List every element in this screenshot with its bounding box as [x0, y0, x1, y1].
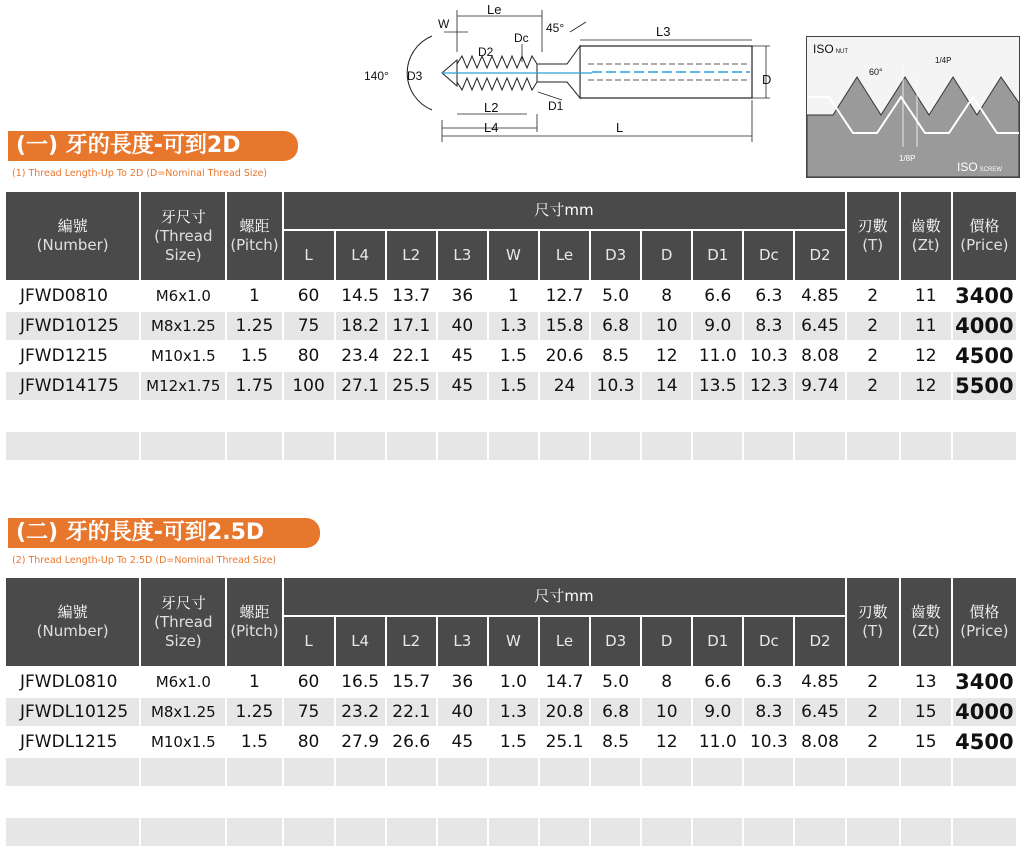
table-cell: M8x1.25 — [140, 697, 226, 727]
label-d3: D3 — [407, 69, 423, 83]
empty-cell — [692, 817, 743, 847]
table-cell: 1 — [226, 281, 282, 311]
thread-mill-diagram — [362, 2, 782, 152]
table-cell: 100 — [283, 371, 335, 401]
table-cell: 26.6 — [386, 727, 437, 757]
empty-cell — [952, 787, 1017, 817]
table-cell: 1.25 — [226, 311, 282, 341]
table-cell: 8.3 — [743, 697, 794, 727]
header-pitch: 螺距 (Pitch) — [226, 192, 282, 281]
header-flutes: 刃數 (T) — [846, 192, 900, 281]
empty-cell — [386, 787, 437, 817]
empty-cell — [226, 431, 282, 461]
table-cell: 12 — [900, 341, 952, 371]
empty-cell — [846, 757, 900, 787]
label-45: 45° — [546, 21, 565, 35]
empty-cell — [846, 431, 900, 461]
empty-cell — [386, 431, 437, 461]
table-cell: 12 — [641, 727, 692, 757]
empty-cell — [539, 817, 590, 847]
table-cell: 2 — [846, 281, 900, 311]
table-cell: 1.25 — [226, 697, 282, 727]
header-dim-d3: D3 — [590, 230, 641, 281]
empty-cell — [743, 401, 794, 431]
empty-cell — [846, 401, 900, 431]
table-cell: 10.3 — [590, 371, 641, 401]
table-cell: M6x1.0 — [140, 667, 226, 697]
table-cell: 15 — [900, 697, 952, 727]
empty-cell — [539, 401, 590, 431]
table-cell: 75 — [283, 697, 335, 727]
empty-cell — [692, 401, 743, 431]
table-cell: 1.75 — [226, 371, 282, 401]
table-cell: 36 — [437, 281, 488, 311]
spec-table-2-5d — [6, 578, 1018, 848]
empty-cell — [846, 817, 900, 847]
price-cell: 4000 — [952, 697, 1017, 727]
header-dim-l: L — [283, 230, 335, 281]
table-cell: 14 — [641, 371, 692, 401]
part-number-cell: JFWD0810 — [6, 281, 140, 311]
header-dim-d2: D2 — [794, 230, 845, 281]
table-cell: 36 — [437, 667, 488, 697]
table-cell: 13.5 — [692, 371, 743, 401]
table-cell: 60 — [283, 281, 335, 311]
table-cell: 15.7 — [386, 667, 437, 697]
table-cell: M10x1.5 — [140, 727, 226, 757]
table-cell: M6x1.0 — [140, 281, 226, 311]
table-cell: 23.2 — [335, 697, 386, 727]
header-flutes: 刃數 (T) — [846, 578, 900, 667]
empty-cell — [900, 401, 952, 431]
table-cell: 45 — [437, 341, 488, 371]
table-cell: 10.3 — [743, 341, 794, 371]
table-cell: 18.2 — [335, 311, 386, 341]
empty-row — [6, 757, 1017, 787]
table-cell: 10 — [641, 697, 692, 727]
empty-cell — [539, 787, 590, 817]
part-number-cell: JFWD14175 — [6, 371, 140, 401]
header-dim-dc: Dc — [743, 616, 794, 667]
header-dim-d: D — [641, 616, 692, 667]
table-cell: 10 — [641, 311, 692, 341]
empty-cell — [590, 757, 641, 787]
table-cell: 25.1 — [539, 727, 590, 757]
empty-cell — [488, 401, 539, 431]
empty-cell — [900, 431, 952, 461]
empty-cell — [539, 431, 590, 461]
table-cell: 22.1 — [386, 697, 437, 727]
label-d1: D1 — [548, 99, 564, 113]
empty-cell — [743, 817, 794, 847]
table-cell: 40 — [437, 697, 488, 727]
empty-cell — [437, 787, 488, 817]
price-cell: 4000 — [952, 311, 1017, 341]
label-w: W — [438, 17, 450, 31]
empty-cell — [283, 817, 335, 847]
empty-cell — [335, 401, 386, 431]
table-cell: 6.6 — [692, 281, 743, 311]
label-le: Le — [487, 2, 502, 17]
table-row — [6, 341, 1017, 371]
iso-angle-label: 60° — [869, 67, 883, 77]
header-pitch: 螺距 (Pitch) — [226, 578, 282, 667]
price-cell: 3400 — [952, 667, 1017, 697]
header-price: 價格 (Price) — [952, 578, 1017, 667]
header-size: 牙尺寸 (Thread Size) — [140, 578, 226, 667]
table-cell: 8 — [641, 281, 692, 311]
empty-cell — [437, 757, 488, 787]
header-number: 編號 (Number) — [6, 578, 140, 667]
header-size: 牙尺寸 (Thread Size) — [140, 192, 226, 281]
header-dimensions: 尺寸mm — [283, 578, 846, 616]
empty-cell — [794, 787, 845, 817]
table-cell: 1.5 — [488, 727, 539, 757]
table-cell: 6.6 — [692, 667, 743, 697]
header-dim-l: L — [283, 616, 335, 667]
table-cell: 27.1 — [335, 371, 386, 401]
table-cell: M8x1.25 — [140, 311, 226, 341]
table-cell: 6.3 — [743, 281, 794, 311]
header-dim-le: Le — [539, 616, 590, 667]
iso-eighth-label: 1/8P — [899, 154, 916, 163]
table-cell: 1.5 — [226, 341, 282, 371]
table-cell: 80 — [283, 341, 335, 371]
empty-cell — [641, 787, 692, 817]
table-cell: 12 — [641, 341, 692, 371]
table-row — [6, 697, 1017, 727]
table-cell: 15 — [900, 727, 952, 757]
table-row — [6, 311, 1017, 341]
header-dim-l4: L4 — [335, 616, 386, 667]
table-cell: 25.5 — [386, 371, 437, 401]
empty-cell — [335, 817, 386, 847]
label-d: D — [762, 72, 772, 87]
table-cell: 2 — [846, 727, 900, 757]
empty-cell — [226, 787, 282, 817]
empty-cell — [6, 787, 140, 817]
table-cell: 9.0 — [692, 697, 743, 727]
empty-cell — [539, 757, 590, 787]
table-cell: 8.3 — [743, 311, 794, 341]
empty-cell — [386, 401, 437, 431]
empty-cell — [952, 817, 1017, 847]
empty-cell — [437, 817, 488, 847]
empty-cell — [6, 817, 140, 847]
empty-cell — [386, 757, 437, 787]
part-number-cell: JFWDL1215 — [6, 727, 140, 757]
table-cell: 20.6 — [539, 341, 590, 371]
empty-cell — [952, 757, 1017, 787]
empty-cell — [846, 787, 900, 817]
empty-cell — [283, 757, 335, 787]
price-cell: 5500 — [952, 371, 1017, 401]
table-row — [6, 371, 1017, 401]
empty-cell — [641, 757, 692, 787]
empty-row — [6, 401, 1017, 431]
table-cell: 1.0 — [488, 667, 539, 697]
table-cell: 2 — [846, 341, 900, 371]
label-l3: L3 — [656, 24, 671, 39]
table-cell: 75 — [283, 311, 335, 341]
empty-cell — [386, 817, 437, 847]
header-dim-d: D — [641, 230, 692, 281]
table-cell: 60 — [283, 667, 335, 697]
part-number-cell: JFWD1215 — [6, 341, 140, 371]
empty-cell — [794, 757, 845, 787]
label-dc: Dc — [514, 31, 529, 45]
table-cell: 23.4 — [335, 341, 386, 371]
empty-cell — [488, 787, 539, 817]
empty-cell — [590, 817, 641, 847]
empty-cell — [641, 431, 692, 461]
table-cell: 14.5 — [335, 281, 386, 311]
empty-cell — [335, 757, 386, 787]
table-cell: 6.3 — [743, 667, 794, 697]
empty-cell — [226, 401, 282, 431]
table-cell: 11.0 — [692, 727, 743, 757]
table-cell: 12.7 — [539, 281, 590, 311]
empty-cell — [900, 787, 952, 817]
empty-cell — [335, 787, 386, 817]
table-cell: 6.45 — [794, 311, 845, 341]
table-cell: 8.5 — [590, 341, 641, 371]
table-cell: 9.74 — [794, 371, 845, 401]
table-cell: M12x1.75 — [140, 371, 226, 401]
table-cell: 1.5 — [488, 371, 539, 401]
empty-cell — [6, 757, 140, 787]
empty-cell — [140, 817, 226, 847]
table-cell: 6.45 — [794, 697, 845, 727]
empty-cell — [743, 757, 794, 787]
table-cell: 13 — [900, 667, 952, 697]
label-140: 140° — [364, 69, 389, 83]
table-cell: 1 — [488, 281, 539, 311]
empty-cell — [140, 757, 226, 787]
header-dim-d2: D2 — [794, 616, 845, 667]
table-row — [6, 667, 1017, 697]
header-teeth: 齒數 (Zt) — [900, 192, 952, 281]
table-cell: 1 — [226, 667, 282, 697]
header-dim-l4: L4 — [335, 230, 386, 281]
empty-cell — [743, 787, 794, 817]
table-cell: 11.0 — [692, 341, 743, 371]
empty-cell — [590, 401, 641, 431]
table-cell: 1.5 — [226, 727, 282, 757]
empty-cell — [140, 787, 226, 817]
empty-cell — [952, 401, 1017, 431]
table-cell: 5.0 — [590, 281, 641, 311]
section2-subtitle: (2) Thread Length-Up To 2.5D (D=Nominal Thread Size) — [12, 555, 277, 566]
header-dimensions: 尺寸mm — [283, 192, 846, 230]
header-dim-w: W — [488, 616, 539, 667]
iso-nut-label: ISO NUT — [813, 42, 849, 56]
empty-cell — [590, 787, 641, 817]
table-cell: 5.0 — [590, 667, 641, 697]
empty-cell — [692, 757, 743, 787]
table-cell: 20.8 — [539, 697, 590, 727]
table-cell: 8.08 — [794, 341, 845, 371]
empty-row — [6, 787, 1017, 817]
header-dim-dc: Dc — [743, 230, 794, 281]
empty-cell — [226, 817, 282, 847]
table-cell: 12.3 — [743, 371, 794, 401]
header-dim-d3: D3 — [590, 616, 641, 667]
header-dim-d1: D1 — [692, 616, 743, 667]
table-cell: 80 — [283, 727, 335, 757]
part-number-cell: JFWDL0810 — [6, 667, 140, 697]
iso-thread-profile — [806, 36, 1020, 178]
table-cell: 24 — [539, 371, 590, 401]
table-cell: 13.7 — [386, 281, 437, 311]
table-cell: M10x1.5 — [140, 341, 226, 371]
price-cell: 3400 — [952, 281, 1017, 311]
table-cell: 14.7 — [539, 667, 590, 697]
table-cell: 1.3 — [488, 311, 539, 341]
empty-cell — [641, 817, 692, 847]
header-dim-l3: L3 — [437, 230, 488, 281]
table-cell: 12 — [900, 371, 952, 401]
empty-cell — [641, 401, 692, 431]
iso-quarter-label: 1/4P — [935, 56, 952, 65]
empty-cell — [952, 431, 1017, 461]
empty-cell — [900, 817, 952, 847]
empty-cell — [283, 787, 335, 817]
empty-cell — [140, 431, 226, 461]
empty-cell — [283, 431, 335, 461]
table-cell: 10.3 — [743, 727, 794, 757]
header-number: 編號 (Number) — [6, 192, 140, 281]
tool-neck — [537, 46, 580, 98]
empty-cell — [488, 757, 539, 787]
table-row — [6, 727, 1017, 757]
header-dim-le: Le — [539, 230, 590, 281]
table-cell: 4.85 — [794, 281, 845, 311]
empty-cell — [226, 757, 282, 787]
iso-screw-label: ISO SCREW — [957, 160, 1003, 174]
table-cell: 2 — [846, 371, 900, 401]
header-dim-l3: L3 — [437, 616, 488, 667]
header-price: 價格 (Price) — [952, 192, 1017, 281]
empty-cell — [283, 401, 335, 431]
table-cell: 8.5 — [590, 727, 641, 757]
empty-row — [6, 817, 1017, 847]
table-cell: 1.3 — [488, 697, 539, 727]
label-l2: L2 — [484, 100, 499, 115]
table-cell: 22.1 — [386, 341, 437, 371]
empty-cell — [6, 431, 140, 461]
header-dim-l2: L2 — [386, 230, 437, 281]
part-number-cell: JFWD10125 — [6, 311, 140, 341]
header-dim-d1: D1 — [692, 230, 743, 281]
table-cell: 9.0 — [692, 311, 743, 341]
empty-cell — [794, 431, 845, 461]
empty-cell — [488, 817, 539, 847]
empty-cell — [743, 431, 794, 461]
table-cell: 27.9 — [335, 727, 386, 757]
table-cell: 17.1 — [386, 311, 437, 341]
section1-title: (一) 牙的長度-可到2D — [8, 131, 298, 161]
label-l4: L4 — [484, 120, 499, 135]
table-cell: 6.8 — [590, 697, 641, 727]
empty-cell — [140, 401, 226, 431]
empty-cell — [794, 401, 845, 431]
price-cell: 4500 — [952, 727, 1017, 757]
empty-cell — [437, 401, 488, 431]
header-teeth: 齒數 (Zt) — [900, 578, 952, 667]
empty-cell — [794, 817, 845, 847]
empty-cell — [6, 401, 140, 431]
table-cell: 2 — [846, 311, 900, 341]
part-number-cell: JFWDL10125 — [6, 697, 140, 727]
empty-cell — [900, 757, 952, 787]
table-row — [6, 281, 1017, 311]
table-cell: 11 — [900, 281, 952, 311]
table-cell: 45 — [437, 727, 488, 757]
empty-cell — [590, 431, 641, 461]
label-d2: D2 — [478, 45, 494, 59]
table-cell: 4.85 — [794, 667, 845, 697]
price-cell: 4500 — [952, 341, 1017, 371]
section2-title: (二) 牙的長度-可到2.5D — [8, 518, 320, 548]
table-cell: 45 — [437, 371, 488, 401]
table-cell: 8.08 — [794, 727, 845, 757]
table-cell: 2 — [846, 667, 900, 697]
empty-cell — [692, 431, 743, 461]
spec-table-2d — [6, 192, 1018, 462]
table-cell: 16.5 — [335, 667, 386, 697]
header-dim-w: W — [488, 230, 539, 281]
label-l: L — [616, 120, 624, 135]
header-dim-l2: L2 — [386, 616, 437, 667]
table-cell: 15.8 — [539, 311, 590, 341]
empty-cell — [488, 431, 539, 461]
table-cell: 2 — [846, 697, 900, 727]
table-cell: 11 — [900, 311, 952, 341]
empty-cell — [437, 431, 488, 461]
empty-row — [6, 431, 1017, 461]
empty-cell — [692, 787, 743, 817]
table-cell: 40 — [437, 311, 488, 341]
empty-cell — [335, 431, 386, 461]
table-cell: 6.8 — [590, 311, 641, 341]
table-cell: 8 — [641, 667, 692, 697]
section1-subtitle: (1) Thread Length-Up To 2D (D=Nominal Thread Size) — [12, 168, 268, 179]
table-cell: 1.5 — [488, 341, 539, 371]
